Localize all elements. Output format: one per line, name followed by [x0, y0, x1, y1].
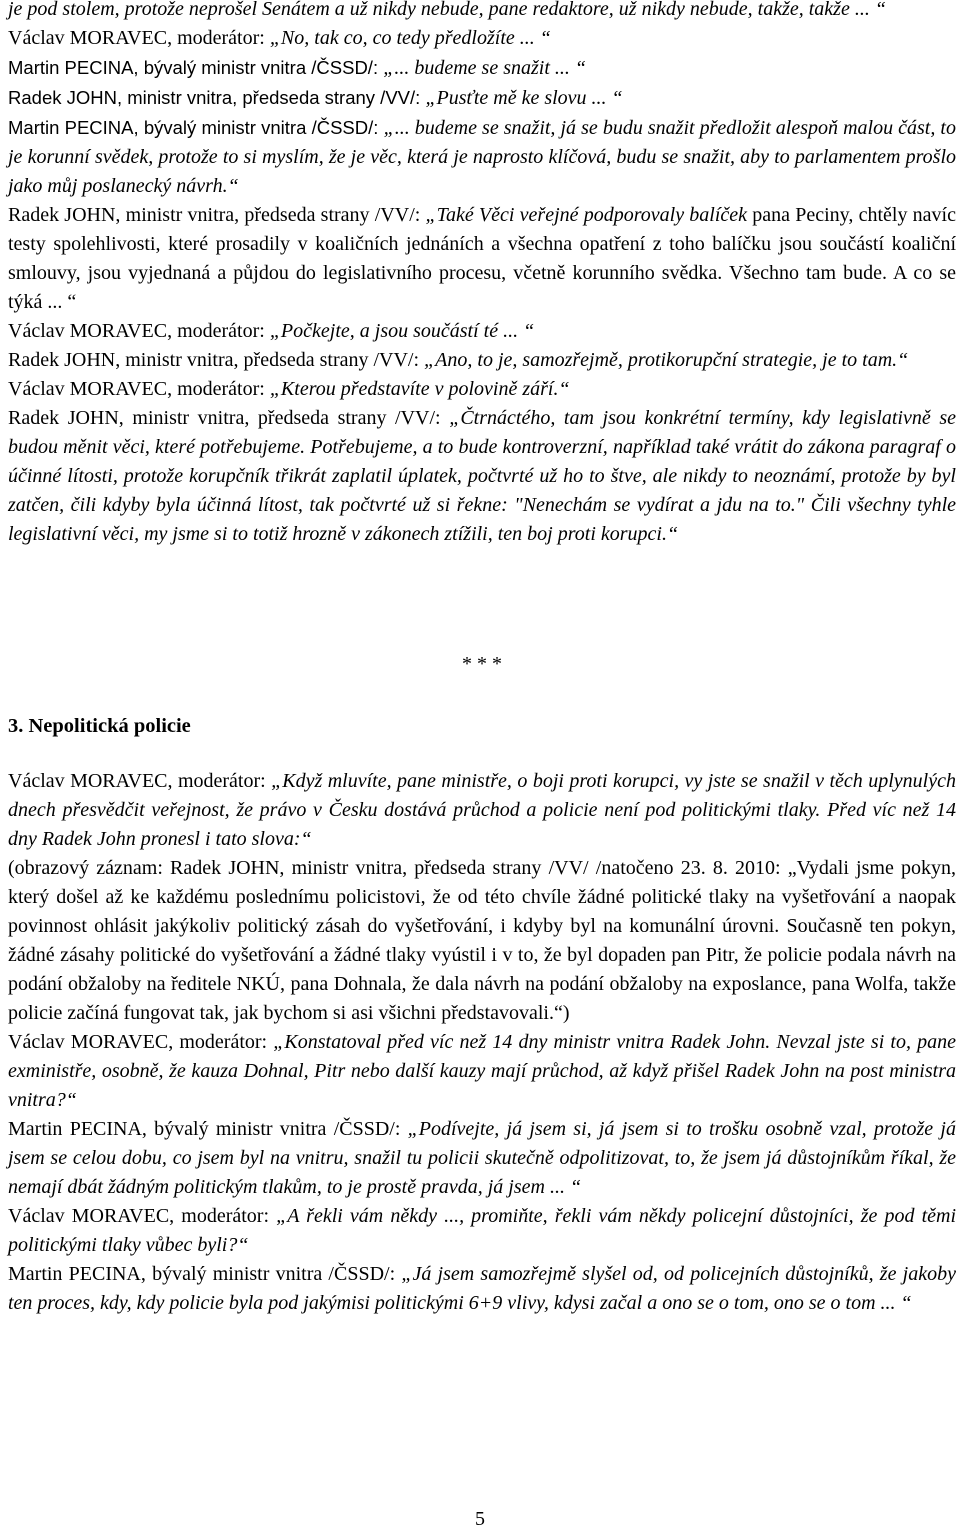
- section-separator: * * *: [462, 653, 502, 675]
- document-page: [8, 0, 956, 1314]
- speaker-label: Václav MORAVEC, moderátor:: [8, 27, 270, 49]
- speaker-label: Václav MORAVEC, moderátor:: [8, 770, 272, 792]
- section-heading: 3. Nepolitická policie: [8, 715, 191, 737]
- paragraph: [8, 83, 956, 113]
- speaker-label: Radek JOHN, ministr vnitra, předseda strany /VV/:: [8, 407, 450, 429]
- page-number: 5: [475, 1508, 485, 1530]
- speaker-label: Radek JOHN, ministr vnitra, předseda strany /VV/:: [8, 204, 426, 226]
- transcript-section-1: [8, 0, 956, 549]
- paragraph: [8, 1028, 956, 1115]
- body-text: pana Peciny, chtěly navíc testy spolehlivosti, které prosadily v koaličních jednáních a všechna opatření z toho balíčku jsou součástí koaliční smlouvy, jsou vyjednaná a půjdou do legislativního procesu, včetně korunního svědka. Všechno tam bude. A co se týká ... “: [8, 204, 956, 313]
- transcript-section-2: [8, 767, 956, 1318]
- quote-text: „Když mluvíte, pane ministře, o boji proti korupci, vy jste se snažil v těch uplynulých dnech přesvědčit veřejnost, že právo v Česku dostává průchod a policie není pod politickými tlaky. Před víc než 14 dny Radek John pronesl i tato slova:“: [8, 770, 956, 850]
- quote-text: „Také Věci veřejné podporovaly balíček: [425, 204, 753, 226]
- quote-text: „... budeme se snažit, já se budu snažit předložit alespoň malou část, to je korunní svědek, protože to si myslím, že je věc, která je naprosto klíčová, budu se snažit, aby to parlamentem prošlo jako můj poslanecký návrh.“: [8, 117, 956, 197]
- paragraph: [8, 404, 956, 549]
- quote-text: „Počkejte, a jsou součástí té ... “: [269, 320, 535, 342]
- quote-text: „No, tak co, co tedy předložíte ... “: [269, 27, 551, 49]
- quote-text: „A řekli vám někdy ..., promiňte, řekli vám někdy policejní důstojníci, že pod těmi politickými tlaky vůbec byli?“: [8, 1205, 956, 1256]
- speaker-label: Martin PECINA, bývalý ministr vnitra /ČSSD/:: [8, 1263, 402, 1285]
- quote-text: je pod stolem, protože neprošel Senátem a už nikdy nebude, pane redaktore, už nikdy nebude, takže, takže ... “: [8, 0, 886, 20]
- quote-text: „Podívejte, já jsem si, já jsem si to trošku osobně vzal, protože já jsem se celou dobu, co jsem byl na vnitru, snažil tu policii skutečně odpolitizovat, to, že jsem já důstojníkům říkal, že nemají dbát žádným politickým tlakům, to je prostě pravda, já jsem ... “: [8, 1118, 956, 1198]
- speaker-label: Martin PECINA, bývalý ministr vnitra /ČSSD/:: [8, 117, 384, 138]
- paragraph: [8, 201, 956, 317]
- speaker-label: Václav MORAVEC, moderátor:: [8, 1031, 274, 1053]
- speaker-label: Martin PECINA, bývalý ministr vnitra /ČSSD/:: [8, 57, 384, 78]
- quote-text: „Já jsem samozřejmě slyšel od, od policejních důstojníků, že jakoby ten proces, kdy, kdy policie byla pod jakýmisi politickými 6+9 vlivy, kdysi začal a ono se o tom, ono se o tom ... “: [8, 1263, 956, 1314]
- paragraph: [8, 767, 956, 854]
- paragraph: [8, 317, 956, 346]
- paragraph: [8, 1202, 956, 1260]
- speaker-label: Martin PECINA, bývalý ministr vnitra /ČSSD/:: [8, 1118, 408, 1140]
- speaker-label: Václav MORAVEC, moderátor:: [8, 1205, 277, 1227]
- paragraph: [8, 1260, 956, 1318]
- paragraph: [8, 375, 956, 404]
- quote-text: „... budeme se snažit ... “: [383, 57, 587, 79]
- quote-text: „Konstatoval před víc než 14 dny ministr vnitra Radek John. Nevzal jste si to, pane exministře, osobně, že kauza Dohnal, Pitr nebo další kauzy mají průchod, až když přišel Radek John na post ministra vnitra?“: [8, 1031, 956, 1111]
- paragraph: [8, 113, 956, 201]
- speaker-label: Václav MORAVEC, moderátor:: [8, 320, 270, 342]
- speaker-label: Radek JOHN, ministr vnitra, předseda strany /VV/:: [8, 349, 425, 371]
- quote-text: „Čtrnáctého, tam jsou konkrétní termíny, kdy legislativně se budou měnit věci, které potřebujeme. Potřebujeme, a to bude kontroverzní, například také vrátit do zákona paragraf o účinné lítosti, protože korupčník třikrát zaplatil úplatek, počtvrté už ho to štve, ale nikdy to neoznámí, protože by byl zatčen, čili kdyby byla účinná lítost, tak počtvrté už si řekne: "Nenechám se vydírat a jdu na to." Čili všechny tyhle legislativní věci, my jsme si to totiž hrozně v zákonech ztížili, ten boj proti korupci.“: [8, 407, 956, 545]
- body-text: (obrazový záznam: Radek JOHN, ministr vnitra, předseda strany /VV/ /natočeno 23. 8. 2010: „Vydali jsme pokyn, který došel až ke každému poslednímu policistovi, že od této chvíle žádné politické tlaky na vyšetřování a naopak povinnost ohlásit jakýkoliv politický zásah do vyšetřování, i kdyby byl na komunální úrovni. Současně ten pokyn, žádné zásahy politické do vyšetřování a žádné tlaky vyústil i v to, že byl dopaden pan Pitr, že policie podala návrh na podání obžaloby na ředitele NKÚ, pana Dohnala, že dala návrh na podání obžaloby na exposlance, pana Wolfa, takže policie začíná fungovat tak, jak bychom si asi všichni představovali.“): [8, 857, 956, 1024]
- quote-text: „Ano, to je, samozřejmě, protikorupční strategie, je to tam.“: [424, 349, 909, 371]
- paragraph: [8, 346, 956, 375]
- paragraph: [8, 0, 956, 24]
- speaker-label: Václav MORAVEC, moderátor:: [8, 378, 270, 400]
- speaker-label: Radek JOHN, ministr vnitra, předseda strany /VV/:: [8, 87, 426, 108]
- paragraph: [8, 53, 956, 83]
- paragraph: [8, 24, 956, 53]
- quote-text: „Kterou představíte v polovině září.“: [269, 378, 570, 400]
- quote-text: „Pusťte mě ke slovu ... “: [425, 87, 623, 109]
- paragraph: [8, 1115, 956, 1202]
- paragraph: [8, 854, 956, 1028]
